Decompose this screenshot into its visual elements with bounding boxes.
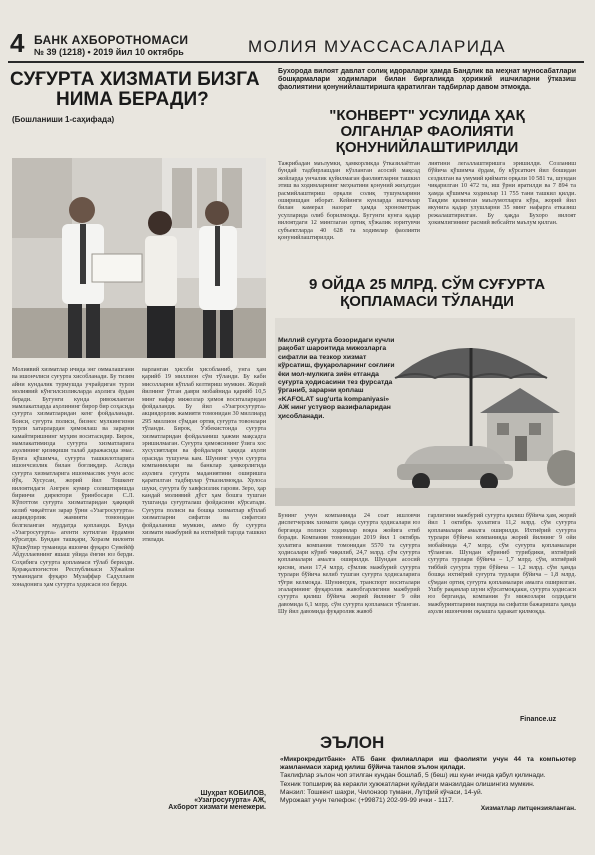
article-insurance-col2: гарлигини мажбурий суғурта қилиш бўйича ҳам, жорий йил 1 октябрь ҳолатига 11,2 млрд. сўм суғурта қопламалари амалга оширилди. Ихтиёрий суғурта турлари бўйича компанияда жорий йилнинг 9 ойи мобайнида 4,7 млрд. сўм суғурта қопламалари тўланган. Шундан кўриниб турибдики, ихтиёрий суғурта турлари бўйича – 1,7 млрд. сўм, ихтиёрий тиббий суғурта тури бўйича – 1,2 млрд. сўм ҳамда бошқа ихтиёрий суғурта турлари бўйича – 1,8 млрд. сўмдан ортиқ суғурта қопламалари амалга оширилган. Ушбу рақамлар шуни кўрсатмоқдаки, суғурта ҳодисаси юз берганда, компания ўз мижозлари олдидаги мажбуриятларини вақтида ва сифатли бажаришга ҳамда аҳоли ишончини оқлашга ҳаракат қилмоқда. [428,512,576,616]
source-label: Finance.uz [520,716,557,723]
announcement-body [280,756,576,813]
announcement-footer: Хизматлар литцензияланган. [480,805,576,813]
announcement-line: Таклифлар эълон чоп этилган кундан бошлаб, 5 (беш) иш куни ичида қабул қилинади. [280,772,546,780]
signature-role: Ахборот хизмати менежери. [168,804,266,811]
article-konvert-title [278,108,576,156]
article-title-line: СУҒУРТА ХИЗМАТИ БИЗГА [10,69,260,90]
article-left-col2: варланган ҳисоби ҳисобланиб, унга ҳам қарийб 19 миллион сўм тўланди. Бу каби мисолларни кўплаб келтириш мумкин. Жорий йилнинг ўтган даври мобайнида қарийб 10,5 минг нафар мижозлар ҳимоя воситаларидан фойдаланди. Бу йил «Узагросуғурта» акциядорлик жамияти томонидан 30 миллиард 295 миллион сўмдан ортиқ суғурта товонлари тўланди. Бирок, Ўзбекистонда суғурта хизматларидан фойдаланиш ҳажми мақсадга эришилмаган. Суғурта ҳимоясининг ўзига хос хусусиятлари ва фойдалари ҳақида аҳоли орасида тушунча кам. Шунинг учун суғурта компаниялари ва банклар ҳамкорлигида аҳолига суғурта маданиятини оширишга қаратилган тадбирлар ўтказилмоқда. Хулоса шуки, суғурта бу хавфсизлик гарови. Зеро, ҳар кандай молиявий дўст ҳам бошга тушган тушганда суғурталаш фойдасини кўрсатади. Суғурта полиси ва бошқа хизматлар кўплаб хизматларни сифатли ва сифатсиз фойдаланиш мумкин, аммо бу суғурта хизмати мажбурий ва ихтиёрий тарзда ташкил этилади. [142,366,266,544]
article-konvert-title-line: "КОНВЕРТ" УСУЛИДА ҲАҚ [329,107,525,124]
photo-office-staff [12,158,266,358]
article-konvert-col1: Тажрибадан маълумки, ҳамкорликда ўтказилаётган бундай тадбирлашдан кўзланган асосий мақсад жойларда унчалик қуйилмаган фаолиятларни ташкил этиш ва ходимларнинг меҳнатини қонуний жиҳатдан расмийлаштириш орқали солиқ тушумларини оширишдан иборат. Кейинги кунларда ишчилар билан камерал назорат ҳамда хронометраж усулларида олиб борилмоқда. Бугунги кунга қадар вилоятдаги 12 минглаган ортиқ хўжалик юритувчи субъектларда 40 628 та ходимлар фаолияти қонунийлаштирилди. [278,160,420,242]
announcement-line: «Микрокредитбанк» АТБ банк филиаллари иш фаолияти учун 44 та компьютер жамланмаси харид қилиш бўйича танлов эълон қилади. [280,756,576,772]
article-left-col1: Молиявий хизматлар ичида энг оммалашгани ва ишончлиси суғурта хисобланади. Бу тизим айни кундалик турмушда учрайдиган турли молиявий кўнгилсизликларда аҳолига ёрдам беради. Бугунги кунда ривожланган мамлакатларда аҳолининг бирор бир соҳасида суғурта хизматларидан кенг фойдаланади. Боиси, суғурта полиси, бизнес мулкингизни турли хатарлардан ҳимоялаш ва зарарни камайтиришнинг муҳим воситасидир. Бирок, мамлакатимизда суғурта хизматларига аҳолининг қизиқиши талаб даражасида эмас. Бунга қўшимча, суғурта ташкилотларига ишончсизлик билан боғлиқдир. Аслида суғурта хизматларига ишонмаслик учун асос йўқ. Хусусан, жорий йил Тошкент вилоятидаги Ангрен кумир солиштиришда биринчи директори ўринбосари С.Л. Кўпоттом суғурта хизматларидан ҳақиқий келиб чиқаётган зарар ўрни «Узагросуғурта» акциядорлик жамияти томонидан белгиланган муддатда қопланди. Бунда «Узагросуғурта» агенти кутилган ёрдамни кўрсатди. Бундан ташқари, Хоразм вилояти Қўшкўпир туманида яшовчи фуқаро Сувейёф Абдуллаевнинг яшаш уйида ёнғин юз берди. Соҳибига суғурта қопламаси тўлаб берилди. Қорақалпоғистон Республикаси Хўжайли туманидаги фуқаро Музаффар Садуллаев хонадонига ҳам суғурта ҳодисаси юз берди. [12,366,134,588]
article-konvert-col2: лиятини легаллаштиришга эришилди. Созланиш бўйича қўшимча ёрдам, бу кўрсаткич йил бошидан сездилган ва умумий қиймати орқали 10 581 та, шундан чиқарилган 10 472 та, иш ўрни яратилди ва 7 894 та ҳамда қўшимча ходимлар 11 755 тани ташкил қилди. Тақдим қилинган маълумотларга кўра, жорий йил якунига қадар улушларни 35 минг нафарга етказиш режалаштирилган. Бу ҳақда Бухоро вилоят ҳокимлигининг расмий вебсайти маълум қилган. [428,160,576,227]
article-insurance-title [278,276,576,310]
article-insurance-col1: Бунинг учун компанияда 24 соат ишловчи диспетчерлик хизмати ҳамда суғурта ҳодисалари юз берганда полиси ходимлар воқеа жойига етиб боради. Компания томонидан 2019 йил 1 октябрь ҳолатига компания томонидан 5570 та суғурта ҳодисалари кўриб чиқилиб, 24,7 млрд. сўм суғурта қопламалари амалга оширилди. Шундан асосий қисми, яъни 17,4 млрд. сўмлик мажбурий суғурта турлари бўйича келиб тушган суғурта ҳодисаларига тўғри келмоқда. Шунингдек, транспорт воситалари эгаларининг фуқаролик жавобгарлигини мажбурий суғурта қилиш бўйича жорий йилнинг 9 ойи давомида 6,1 млрд. сўм суғурта қопламаси тўланган. Шу йил давомида фуқаролик жавоб [278,512,420,616]
announcement-title: ЭЪЛОН [320,733,385,752]
article-insurance-title-line: 9 ОЙДА 25 МЛРД. СЎМ СУҒУРТА [308,276,546,293]
article-subtitle: (Бошланиши 1-саҳифада) [12,115,115,124]
signature-name: Шуҳрат КОБИЛОВ, [200,790,266,797]
article-title [10,70,272,110]
announcement-line: Манзил: Тошкент шаҳри, Чилонзор тумани, Лутфий кўчаси, 14-уй. [280,788,483,796]
article-konvert-lead: Бухорода вилоят давлат солиқ идоралари ҳамда Бандлик ва меҳнат муносабатлари бошқармалари ходимлари билан биргаликда ҳорижий ишчиларни ўтказиш фаолиятини қонунийлаштиришга қаратилган тадбирлар давом этмоқда. [278,68,576,92]
issue-info: № 39 (1218) • 2019 йил 10 октябрь [34,47,184,57]
newspaper-name: БАНК АХБОРОТНОМАСИ [34,33,189,47]
photo-office-illustration [12,158,266,358]
article-insurance-title-line: ҚОПЛАМАСИ ТЎЛАНДИ [340,293,514,310]
section-title: МОЛИЯ МУАССАСАЛАРИДА [248,37,507,56]
page-number: 4 [10,28,25,58]
article-signature [142,790,266,811]
announcement-line: Мурожаат учун телефон: (+99871) 202-99-99 ички - 1117. [280,797,454,805]
article-insurance-quote: Миллий суғурта бозоридаги кучли рақобат шароитида мижозларга сифатли ва тезкор хизмат кўрсатиш, фуқароларнинг соғлиғи ёки мол-мулкига зиён етганда суғурта ҳодисасини тез фурсатда ўрганиб, зарарни қоплаш «KAFOLAT sug'urta kompaniyasi» АЖ нинг устувор вазифаларидан ҳисобланади. [278,337,395,420]
article-title-line: НИМА БЕРАДИ? [56,89,209,110]
article-konvert-title-line: ОЛГАНЛАР ФАОЛИЯТИ [340,123,514,140]
header-rule [8,61,584,63]
signature-org: «Узагросуғурта» АЖ, [194,797,266,804]
article-konvert-title-line: ҚОНУНИЙЛАШТИРИЛДИ [335,139,519,156]
announcement-line: Техник топшириқ ва керакли ҳужжатларни қуйидаги манзилдан олишингиз мумкин. [280,780,535,788]
